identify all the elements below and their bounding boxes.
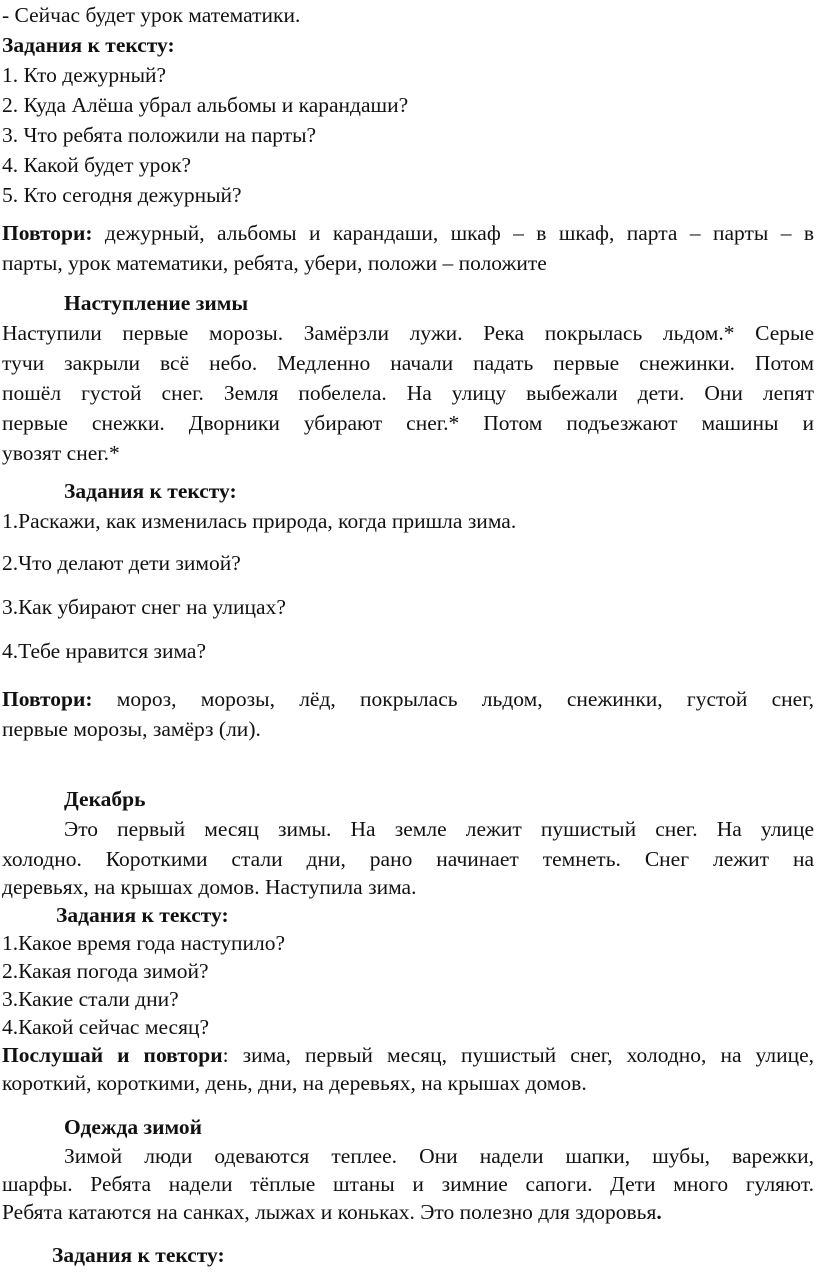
task-item: 3.Какие стали дни? (2, 987, 179, 1011)
task-item: 5. Кто сегодня дежурный? (2, 183, 242, 207)
section-title: Наступление зимы (64, 291, 249, 315)
repeat-label: Повтори: (2, 221, 93, 245)
period-mark: . (656, 1200, 662, 1224)
repeat-label: Повтори: (2, 687, 93, 711)
repeat-words: дежурный, альбомы и карандаши, шкаф – в шкаф, парта – парты – в (92, 221, 814, 245)
paragraph-line: Это первый месяц зимы. На земле лежит пушистый снег. На улице (64, 817, 814, 841)
paragraph-line (2, 1197, 814, 1227)
intro-line: - Сейчас будет урок математики. (2, 3, 301, 27)
paragraph-line: деревьях, на крышах домов. Наступила зима. (2, 875, 417, 899)
paragraph-line: шарфы. Ребята надели тёплые штаны и зимние сапоги. Дети много гуляют. (2, 1172, 814, 1196)
tasks-heading: Задания к тексту: (56, 903, 229, 927)
section-title: Одежда зимой (64, 1115, 202, 1139)
tasks-heading: Задания к тексту: (64, 479, 237, 503)
paragraph-line: первые снежки. Дворники убирают снег.* Потом подъезжают машины и (2, 411, 814, 435)
task-item: 1.Какое время года наступило? (2, 931, 286, 955)
task-item: 4. Какой будет урок? (2, 153, 192, 177)
task-item: 2. Куда Алёша убрал альбомы и карандаши? (2, 93, 409, 117)
listen-label: Послушай и повтори (2, 1043, 223, 1067)
paragraph-line: пошёл густой снег. Земля побелела. На улицу выбежали дети. Они лепят (2, 381, 814, 405)
repeat-paragraph-line (2, 218, 814, 248)
paragraph-text: Ребята катаются на санках, лыжах и коньках. Это полезно для здоровья (2, 1200, 657, 1224)
task-item: 2.Какая погода зимой? (2, 959, 209, 983)
task-item: 2.Что делают дети зимой? (2, 551, 241, 575)
listen-words: : зима, первый месяц, пушистый снег, холодно, на улице, (222, 1043, 815, 1067)
task-item: 4.Какой сейчас месяц? (2, 1015, 210, 1039)
paragraph-line: холодно. Короткими стали дни, рано начинает темнеть. Снег лежит на (2, 847, 814, 871)
task-item: 3.Как убирают снег на улицах? (2, 595, 286, 619)
task-item: 4.Тебе нравится зима? (2, 639, 207, 663)
tasks-heading: Задания к тексту: (52, 1243, 225, 1267)
repeat-paragraph-line (2, 684, 814, 714)
repeat-words: первые морозы, замёрз (ли). (2, 717, 261, 741)
repeat-words: мороз, морозы, лёд, покрылась льдом, снежинки, густой снег, (92, 687, 814, 711)
section-title: Декабрь (64, 787, 146, 811)
task-item: 1.Раскажи, как изменилась природа, когда пришла зима. (2, 509, 517, 533)
paragraph-line: Зимой люди одеваются теплее. Они надели шапки, шубы, варежки, (64, 1144, 814, 1168)
repeat-words: парты, урок математики, ребята, убери, положи – положите (2, 251, 547, 275)
task-item: 1. Кто дежурный? (2, 63, 167, 87)
listen-paragraph-line (2, 1040, 814, 1070)
paragraph-line: Наступили первые морозы. Замёрзли лужи. Река покрылась льдом.* Серые (2, 321, 814, 345)
tasks-heading: Задания к тексту: (2, 33, 175, 57)
paragraph-line: тучи закрыли всё небо. Медленно начали падать первые снежинки. Потом (2, 351, 814, 375)
listen-words: короткий, короткими, день, дни, на деревьях, на крышах домов. (2, 1071, 587, 1095)
task-item: 3. Что ребята положили на парты? (2, 123, 317, 147)
paragraph-line: увозят снег.* (2, 441, 120, 465)
